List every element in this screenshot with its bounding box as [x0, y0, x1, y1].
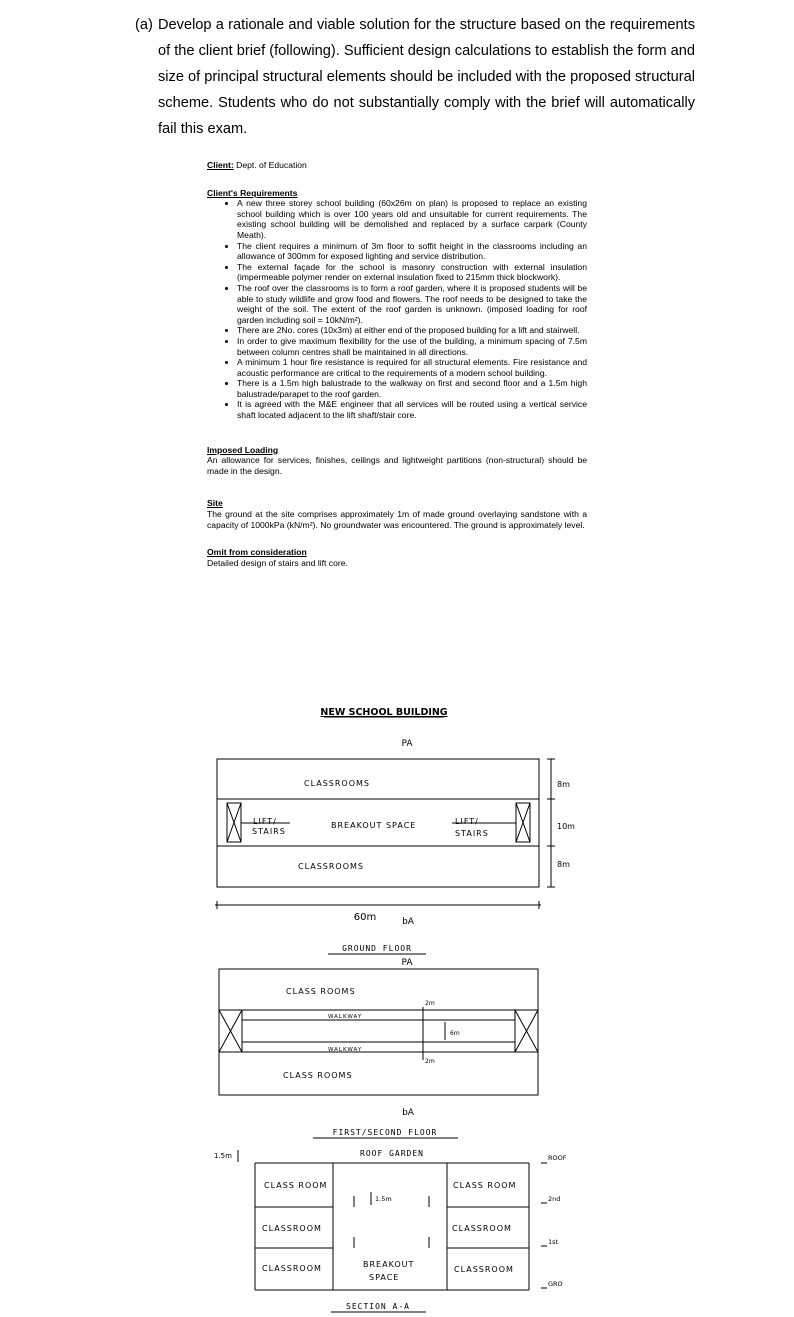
ground-classrooms-bottom: CLASSROOMS [298, 862, 364, 871]
question-label: (a) [135, 17, 153, 33]
section-caption: SECTION A-A [346, 1302, 410, 1311]
dim-walk-bot: 2m [425, 1058, 435, 1065]
balustrade-dim: 1.5m [375, 1195, 392, 1203]
section-mark: PA [401, 739, 413, 749]
question-text: Develop a rationale and viable solution for the structure based on the requirements of the client brief (following). Sufficient design calculations to establish the form and size of principal structural elements should be included with the proposed structural scheme. Students who do not substantially comply with the brief will automatically fail this exam. [158, 17, 696, 137]
level-1st: 1st [548, 1238, 559, 1246]
list-item: • The external façade for the school is masonry construction with external insulation (impermeable polymer render on external insulation fixed to 215mm thick blockwork). [237, 262, 587, 283]
omit-text: Detailed design of stairs and lift core. [207, 557, 348, 568]
list-item: • The client requires a minimum of 3m floor to soffit height in the classrooms including an allowance of 300mm for exposed lighting and service distribution. [237, 241, 587, 262]
client-label: Client: [207, 160, 234, 170]
imposed-loading-heading: Imposed Loading [207, 444, 279, 455]
dim-top: 8m [557, 780, 570, 789]
section-mark: bA [402, 917, 414, 927]
list-item: • A new three storey school building (60x26m on plan) is proposed to replace an existing school building which is over 100 years old and unsuitable for current requirements. The existing school building will be demolished and replaced by a surface carpark (County Meath). [237, 198, 587, 240]
right-room-bot: CLASSROOM [454, 1265, 514, 1274]
imposed-loading-text: An allowance for services, finishes, ceilings and lightweight partitions (non-structural) should be made in the design. [207, 455, 587, 476]
dim-void: 6m [450, 1030, 460, 1037]
lift-right: LIFT/ [455, 817, 479, 826]
left-room-bot: CLASSROOM [262, 1264, 322, 1273]
list-item: • The roof over the classrooms is to form a roof garden, where it is proposed students will be able to study wildlife and grow food and flowers. The roof needs to be designed to take the weight of the soil. The extent of the roof garden is unknown. (imposed loading for roof garden including soil = 10kN/m²). [237, 283, 587, 325]
ground-classrooms-top: CLASSROOMS [304, 779, 370, 788]
roof-garden-label: ROOF GARDEN [360, 1149, 424, 1158]
stairs-left: STAIRS [252, 827, 286, 836]
level-ground: GRO [548, 1280, 563, 1288]
right-room-mid: CLASSROOM [452, 1224, 512, 1233]
right-room-top: CLASS ROOM [453, 1181, 517, 1190]
list-item: • In order to give maximum flexibility for the use of the building, a minimum spacing of 7.5m between column centres shall be maintained in all directions. [237, 336, 587, 357]
first-classrooms-bottom: CLASS ROOMS [283, 1071, 353, 1080]
stairs-right: STAIRS [455, 829, 489, 838]
first-floor-caption: FIRST/SECOND FLOOR [332, 1128, 438, 1137]
dim-bot: 8m [557, 860, 570, 869]
dim-length: 60m [353, 912, 377, 923]
omit-heading: Omit from consideration [207, 547, 307, 558]
list-item: • There is a 1.5m high balustrade to the walkway on first and second floor and a 1.5m high balustrade/parapet to the roof garden. [237, 378, 587, 399]
site-heading: Site [207, 498, 223, 509]
dim-walk-top: 2m [425, 1000, 435, 1007]
site-text: The ground at the site comprises approximately 1m of made ground overlaying sandstone with a capacity of 1000kPa (kN/m²). No groundwater was encountered. The ground is approximately level. [207, 509, 587, 530]
left-room-mid: CLASSROOM [262, 1224, 322, 1233]
list-item: • It is agreed with the M&E engineer that all services will be routed using a vertical service shaft located adjacent to the lift shaft/stair core. [237, 399, 587, 420]
walkway-bottom: WALKWAY [328, 1047, 363, 1053]
breakout-line-2: SPACE [369, 1273, 400, 1282]
list-item: • A minimum 1 hour fire resistance is required for all structural elements. Fire resistance and acoustic performance are critical to the requirements of a modern school building. [237, 357, 587, 378]
breakout-line-1: BREAKOUT [363, 1260, 415, 1269]
left-room-top: CLASS ROOM [264, 1181, 328, 1190]
ground-floor-caption: GROUND FLOOR [342, 944, 412, 953]
walkway-top: WALKWAY [328, 1014, 363, 1020]
first-classrooms-top: CLASS ROOMS [286, 987, 356, 996]
first-floor-outline [219, 969, 538, 1095]
breakout-label: BREAKOUT SPACE [331, 821, 417, 830]
level-roof: ROOF [548, 1154, 567, 1162]
client-value: Dept. of Education [236, 160, 307, 170]
list-item: • There are 2No. cores (10x3m) at either end of the proposed building for a lift and stairwell. [237, 325, 587, 336]
section-mark: bA [402, 1108, 414, 1118]
lift-left: LIFT/ [253, 817, 277, 826]
drawing-title: NEW SCHOOL BUILDING [320, 707, 448, 718]
section-mark: PA [401, 958, 413, 968]
parapet-dim: 1.5m [214, 1152, 232, 1160]
requirements-heading: Client's Requirements [207, 187, 298, 198]
level-2nd: 2nd [548, 1195, 561, 1203]
dim-mid: 10m [557, 822, 575, 831]
